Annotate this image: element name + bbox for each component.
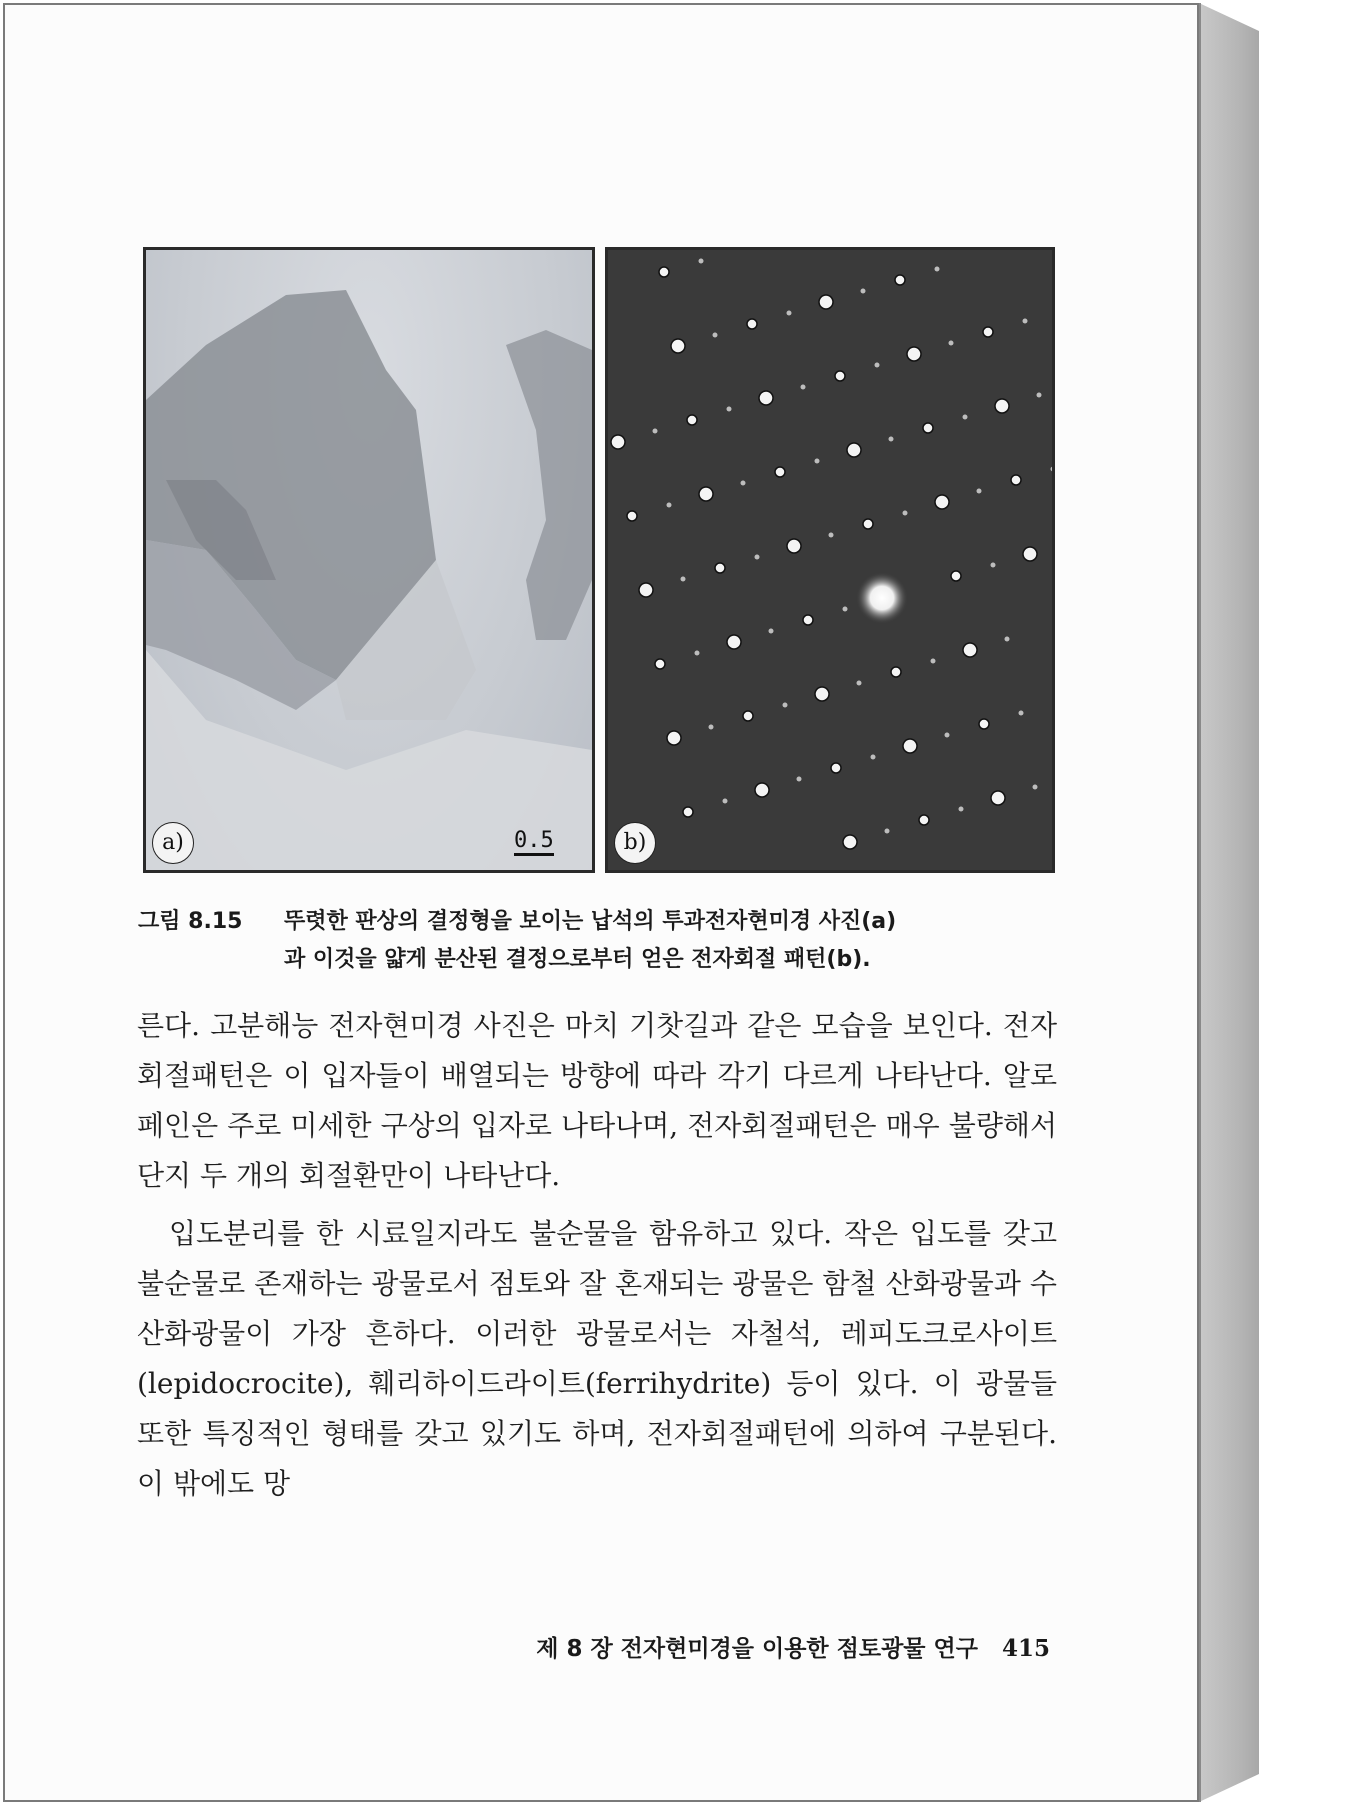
- diffraction-spot: [819, 295, 833, 309]
- page-number: 415: [1001, 1635, 1050, 1662]
- diffraction-spot: [667, 731, 681, 745]
- faint-spot: [903, 511, 908, 516]
- diffraction-spot: [923, 423, 933, 433]
- faint-spot: [681, 577, 686, 582]
- page-stack-edge: [1199, 3, 1259, 1802]
- faint-spot: [959, 807, 964, 812]
- diffraction-spot: [1011, 475, 1021, 485]
- faint-spot: [699, 259, 704, 264]
- faint-spot: [727, 407, 732, 412]
- faint-spot: [723, 799, 728, 804]
- faint-spot: [653, 429, 658, 434]
- faint-spot: [829, 533, 834, 538]
- diffraction-spot: [755, 783, 769, 797]
- faint-spot: [931, 659, 936, 664]
- diffraction-spot: [963, 643, 977, 657]
- diffraction-spot: [747, 319, 757, 329]
- faint-spot: [1019, 711, 1024, 716]
- diffraction-spot: [803, 615, 813, 625]
- central-beam-spot: [856, 572, 908, 624]
- faint-spot: [797, 777, 802, 782]
- faint-spot: [741, 481, 746, 486]
- faint-spot: [1051, 467, 1053, 472]
- diffraction-spot: [907, 347, 921, 361]
- faint-spot: [935, 267, 940, 272]
- diffraction-spots: [608, 250, 1052, 870]
- body-text: [137, 1001, 1057, 1509]
- panel-b-label: b): [614, 822, 656, 864]
- faint-spot: [875, 363, 880, 368]
- diffraction-spot: [831, 763, 841, 773]
- faint-spot: [783, 703, 788, 708]
- diffraction-spot: [983, 327, 993, 337]
- page-edge-line: [1199, 3, 1201, 1802]
- faint-spot: [1037, 393, 1042, 398]
- figure-caption: [138, 903, 1058, 979]
- diffraction-spot: [775, 467, 785, 477]
- diffraction-spot: [815, 687, 829, 701]
- diffraction-spot: [743, 711, 753, 721]
- diffraction-spot: [683, 807, 693, 817]
- faint-spot: [945, 733, 950, 738]
- figure-number: 그림 8.15: [138, 909, 243, 934]
- diffraction-spot: [671, 339, 685, 353]
- diffraction-spot: [995, 399, 1009, 413]
- faint-spot: [1023, 319, 1028, 324]
- tem-micrograph: [143, 247, 595, 873]
- diffraction-spot: [863, 519, 873, 529]
- tem-micrograph-image: [146, 250, 592, 870]
- faint-spot: [787, 311, 792, 316]
- faint-spot: [963, 415, 968, 420]
- paragraph: 른다. 고분해능 전자현미경 사진은 마치 기찻길과 같은 모습을 보인다. 전자회절패턴은 이 입자들이 배열되는 방향에 따라 각기 다르게 나타난다. 알로페인은 주로 미세한 구상의 입자로 나타나며, 전자회절패턴은 매우 불량해서 단지 두 개의 회절환만이 나타난다.: [137, 1009, 1057, 1192]
- diffraction-spot: [903, 739, 917, 753]
- diffraction-spot: [895, 275, 905, 285]
- diffraction-spot: [979, 719, 989, 729]
- diffraction-spot: [655, 659, 665, 669]
- running-footer: [440, 1630, 1050, 1663]
- faint-spot: [885, 829, 890, 834]
- diffraction-spot: [787, 539, 801, 553]
- panel-a-label: a): [152, 822, 194, 864]
- diffraction-spot: [715, 563, 725, 573]
- diffraction-spot: [935, 495, 949, 509]
- faint-spot: [709, 725, 714, 730]
- diffraction-spot: [847, 443, 861, 457]
- diffraction-spot: [843, 835, 857, 849]
- diffraction-spot: [759, 391, 773, 405]
- chapter-title: 제 8 장 전자현미경을 이용한 점토광물 연구: [536, 1636, 978, 1662]
- faint-spot: [755, 555, 760, 560]
- diffraction-spot: [891, 667, 901, 677]
- faint-spot: [769, 629, 774, 634]
- faint-spot: [889, 437, 894, 442]
- faint-spot: [815, 459, 820, 464]
- diffraction-spot: [835, 371, 845, 381]
- faint-spot: [843, 607, 848, 612]
- diffraction-spot: [727, 635, 741, 649]
- diffraction-spot: [1023, 547, 1037, 561]
- faint-spot: [1033, 785, 1038, 790]
- faint-spot: [695, 651, 700, 656]
- scale-bar-label: 0.5: [514, 829, 554, 856]
- faint-spot: [801, 385, 806, 390]
- faint-spot: [871, 755, 876, 760]
- diffraction-spot: [639, 583, 653, 597]
- diffraction-spot: [627, 511, 637, 521]
- faint-spot: [991, 563, 996, 568]
- diffraction-spot: [611, 435, 625, 449]
- faint-spot: [857, 681, 862, 686]
- diffraction-spot: [687, 415, 697, 425]
- paragraph: 입도분리를 한 시료일지라도 불순물을 함유하고 있다. 작은 입도를 갖고 불순물로 존재하는 광물로서 점토와 잘 혼재되는 광물은 함철 산화광물과 수산화광물이 가장 흔하다. 이러한 광물로서는 자철석, 레피도크로사이트(lepidocrocite), 훼리하이드라이트(ferrihydrite) 등이 있다. 이 광물들 또한 특징적인 형태를 갖고 있기도 하며, 전자회절패턴에 의하여 구분된다. 이 밖에도 망: [137, 1217, 1057, 1500]
- diffraction-spot: [991, 791, 1005, 805]
- faint-spot: [861, 289, 866, 294]
- electron-diffraction-pattern: [605, 247, 1055, 873]
- faint-spot: [949, 341, 954, 346]
- faint-spot: [667, 503, 672, 508]
- diffraction-spot: [951, 571, 961, 581]
- caption-line-2: 과 이것을 얇게 분산된 결정으로부터 얻은 전자회절 패턴(b).: [284, 947, 871, 972]
- diffraction-spot: [919, 815, 929, 825]
- diffraction-spot: [659, 267, 669, 277]
- faint-spot: [1005, 637, 1010, 642]
- caption-line-1: 뚜렷한 판상의 결정형을 보이는 납석의 투과전자현미경 사진(a): [284, 909, 897, 934]
- diffraction-spot: [699, 487, 713, 501]
- faint-spot: [713, 333, 718, 338]
- faint-spot: [977, 489, 982, 494]
